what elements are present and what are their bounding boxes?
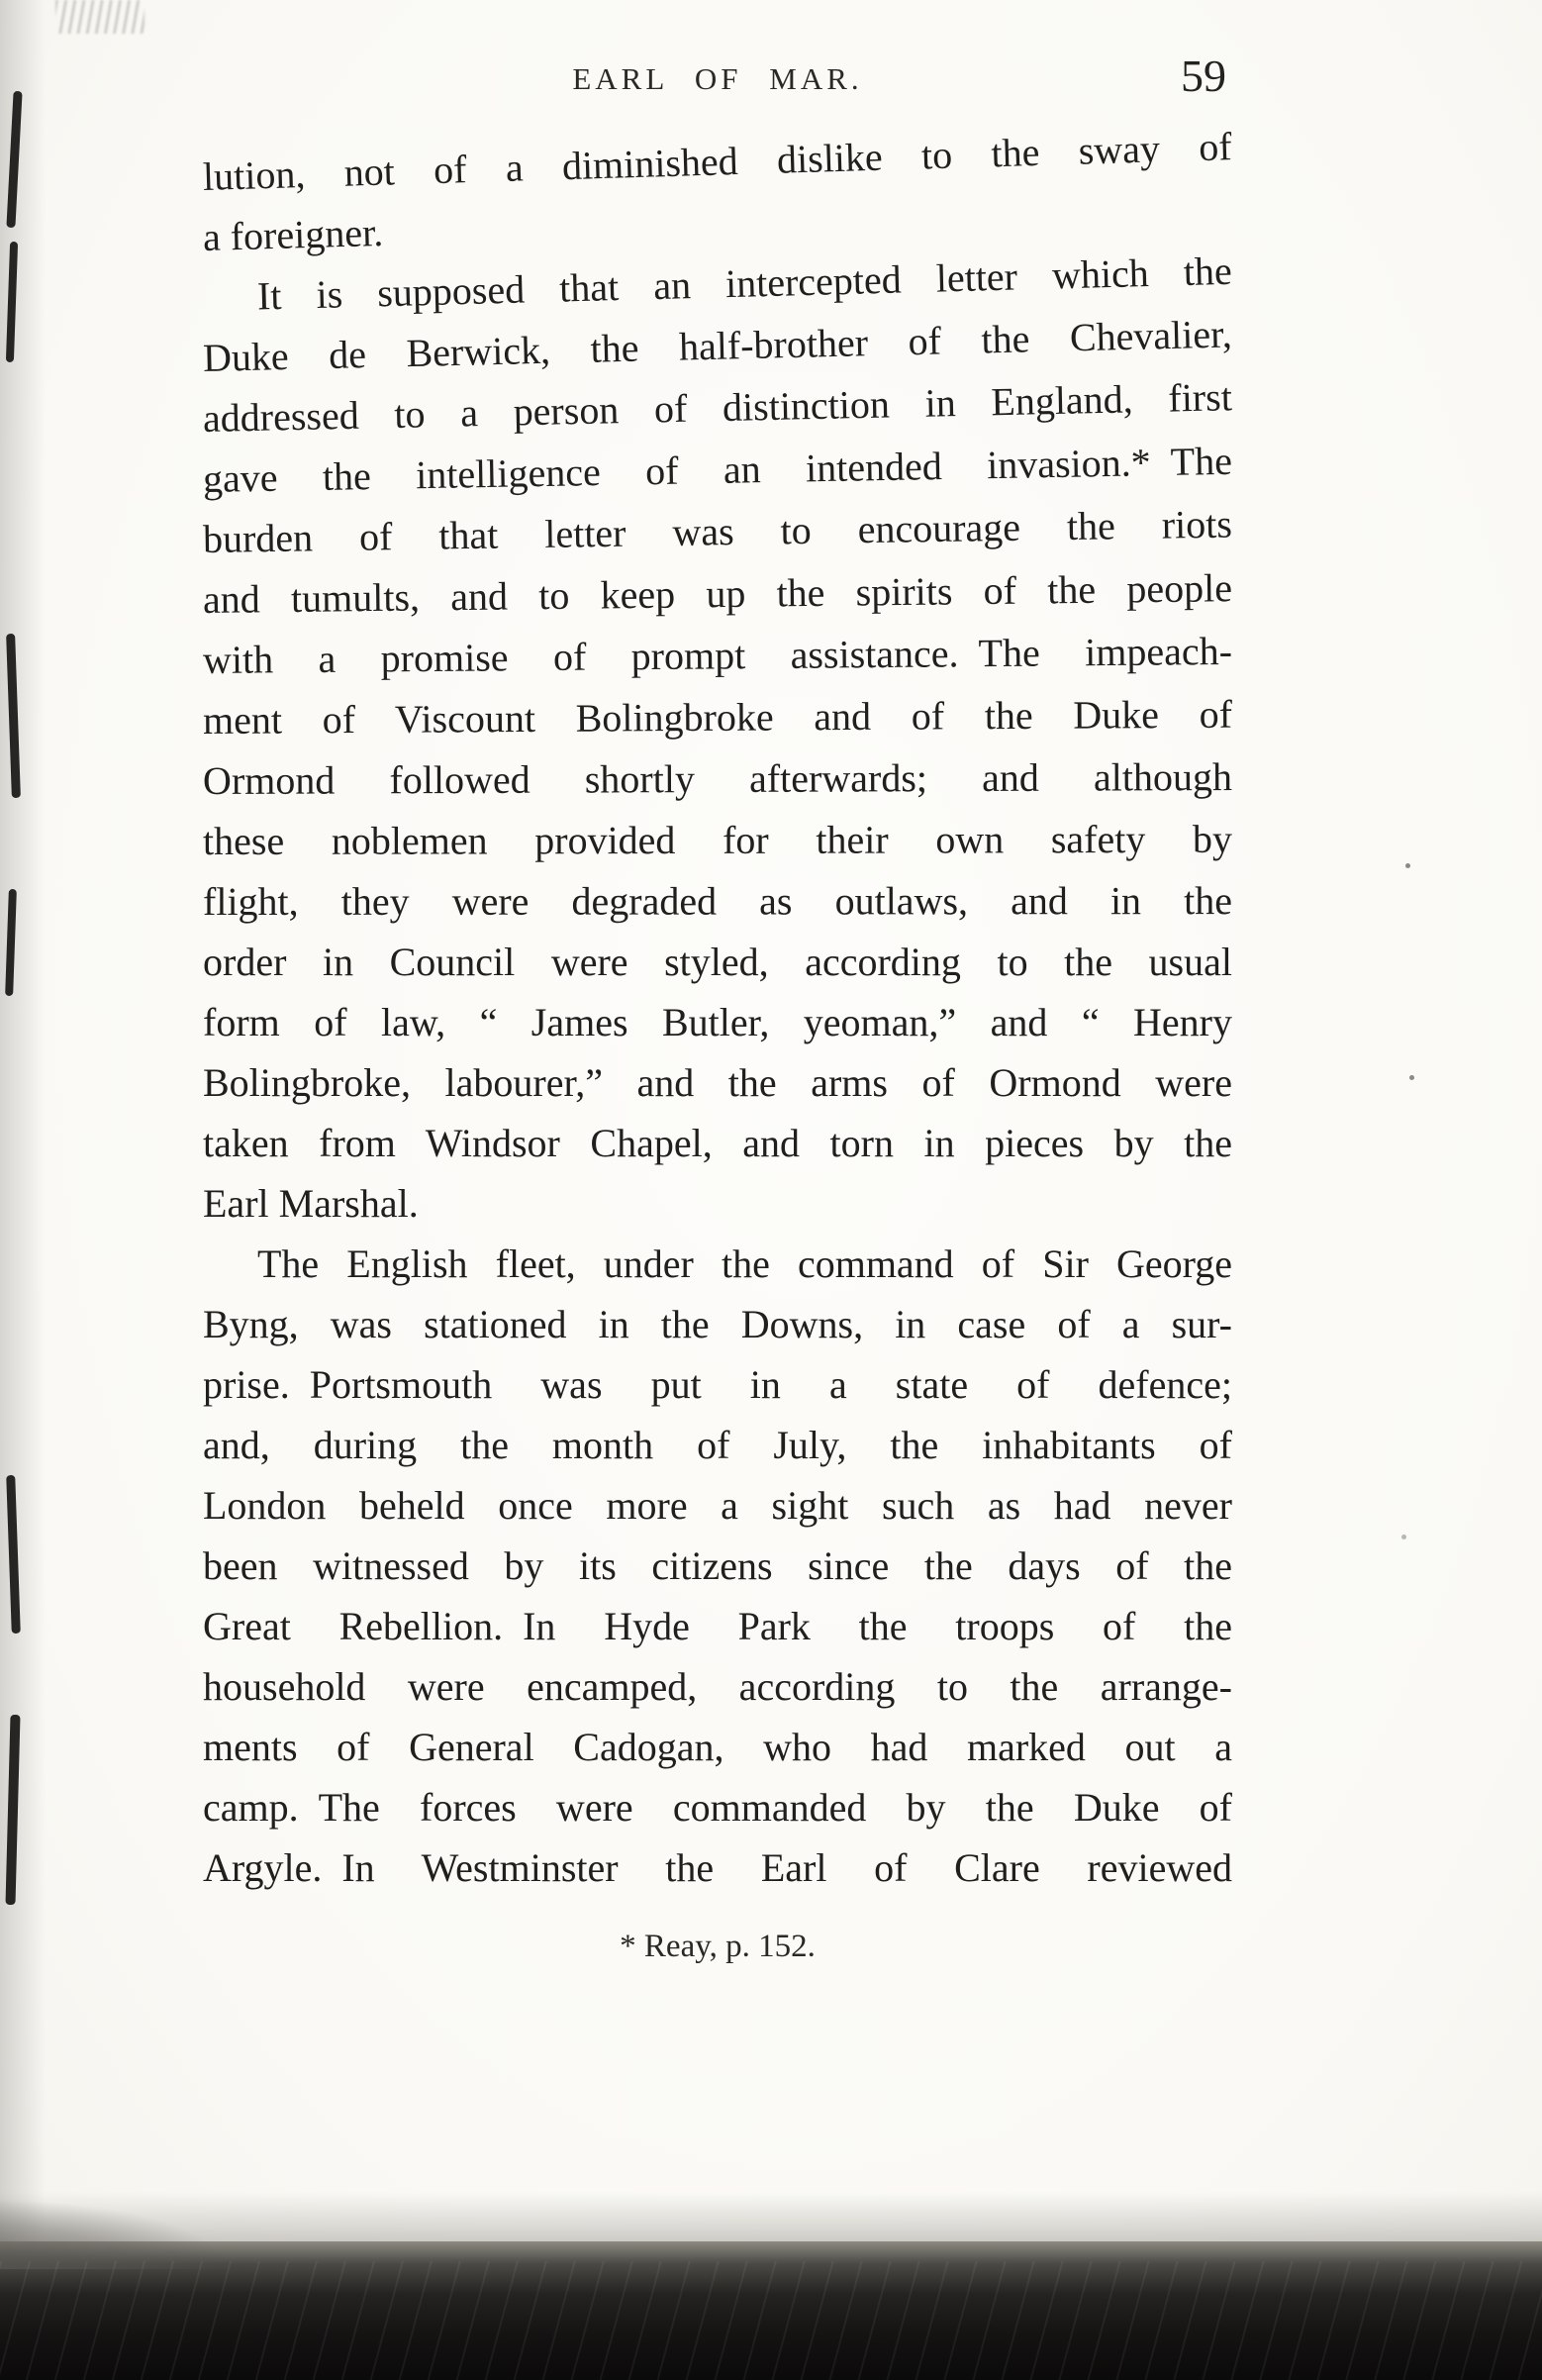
paragraph	[202, 248, 1233, 1234]
corner-smudge	[55, 0, 145, 34]
text-line: prise. Portsmouth was put in a state of defence;	[203, 1362, 1232, 1407]
scan-speck	[1409, 1075, 1414, 1080]
text-line: Argyle. In Westminster the Earl of Clare reviewed	[203, 1845, 1232, 1890]
text-line: Byng, was stationed in the Downs, in case of a sur-	[203, 1302, 1232, 1346]
text-line: lution, not of a diminished dislike to the sway of	[202, 124, 1233, 199]
scan-speck	[1401, 1535, 1406, 1539]
text-line: and tumults, and to keep up the spirits of the people	[202, 565, 1233, 622]
text-line: these noblemen provided for their own safety by	[202, 816, 1233, 863]
text-line: and, during the month of July, the inhabitants of	[203, 1423, 1232, 1467]
page-number: 59	[1181, 50, 1226, 101]
binding-mark	[6, 634, 21, 798]
binding-mark	[5, 889, 17, 996]
text-line: Ormond followed shortly afterwards; and although	[202, 754, 1233, 803]
text-line: ment of Viscount Bolingbroke and of the Duke of	[202, 691, 1233, 743]
text-line: order in Council were styled, according to the usual	[203, 940, 1232, 984]
text-line: Bolingbroke, labourer,” and the arms of Ormond were	[203, 1060, 1232, 1105]
page-bottom-gradient	[0, 2192, 1542, 2243]
paragraph	[203, 1234, 1232, 1898]
text-line: It is supposed that an intercepted letter which the	[256, 248, 1233, 319]
scan-speck	[1405, 863, 1410, 868]
text-line: ments of General Cadogan, who had marked out a	[203, 1725, 1232, 1769]
text-line: been witnessed by its citizens since the days of the	[203, 1543, 1232, 1588]
page-body	[202, 124, 1233, 1898]
binding-mark	[6, 1475, 21, 1634]
text-line: form of law, “ James Butler, yeoman,” and “ Henry	[203, 1000, 1232, 1044]
binding-mark	[5, 1715, 20, 1905]
running-title: EARL OF MAR.	[572, 61, 863, 96]
text-line: a foreigner.	[202, 209, 384, 259]
text-line: taken from Windsor Chapel, and torn in pieces by the	[203, 1121, 1232, 1165]
text-line: London beheld once more a sight such as had never	[203, 1483, 1232, 1528]
text-line: gave the intelligence of an intended invasion.* The	[202, 438, 1233, 501]
text-line: Great Rebellion. In Hyde Park the troops of the	[203, 1604, 1232, 1648]
binding-mark	[6, 91, 22, 228]
footnote: * Reay, p. 152.	[620, 1929, 816, 1964]
text-line: household were encamped, according to the arrange-	[203, 1664, 1232, 1709]
text-line: camp. The forces were commanded by the Duke of	[203, 1785, 1232, 1830]
text-line: burden of that letter was to encourage the riots	[202, 501, 1233, 561]
text-line: Duke de Berwick, the half-brother of the Chevalier,	[202, 311, 1233, 380]
binding-mark	[6, 242, 18, 362]
text-line: addressed to a person of distinction in England, first	[202, 374, 1233, 441]
text-line: Earl Marshal.	[203, 1181, 419, 1226]
page-bottom-shadow	[0, 2241, 1542, 2380]
text-line: with a promise of prompt assistance. The impeach-	[202, 628, 1233, 682]
text-line: flight, they were degraded as outlaws, and in the	[202, 878, 1233, 924]
text-line: The English fleet, under the command of Sir George	[257, 1241, 1232, 1286]
page-header	[203, 50, 1232, 121]
